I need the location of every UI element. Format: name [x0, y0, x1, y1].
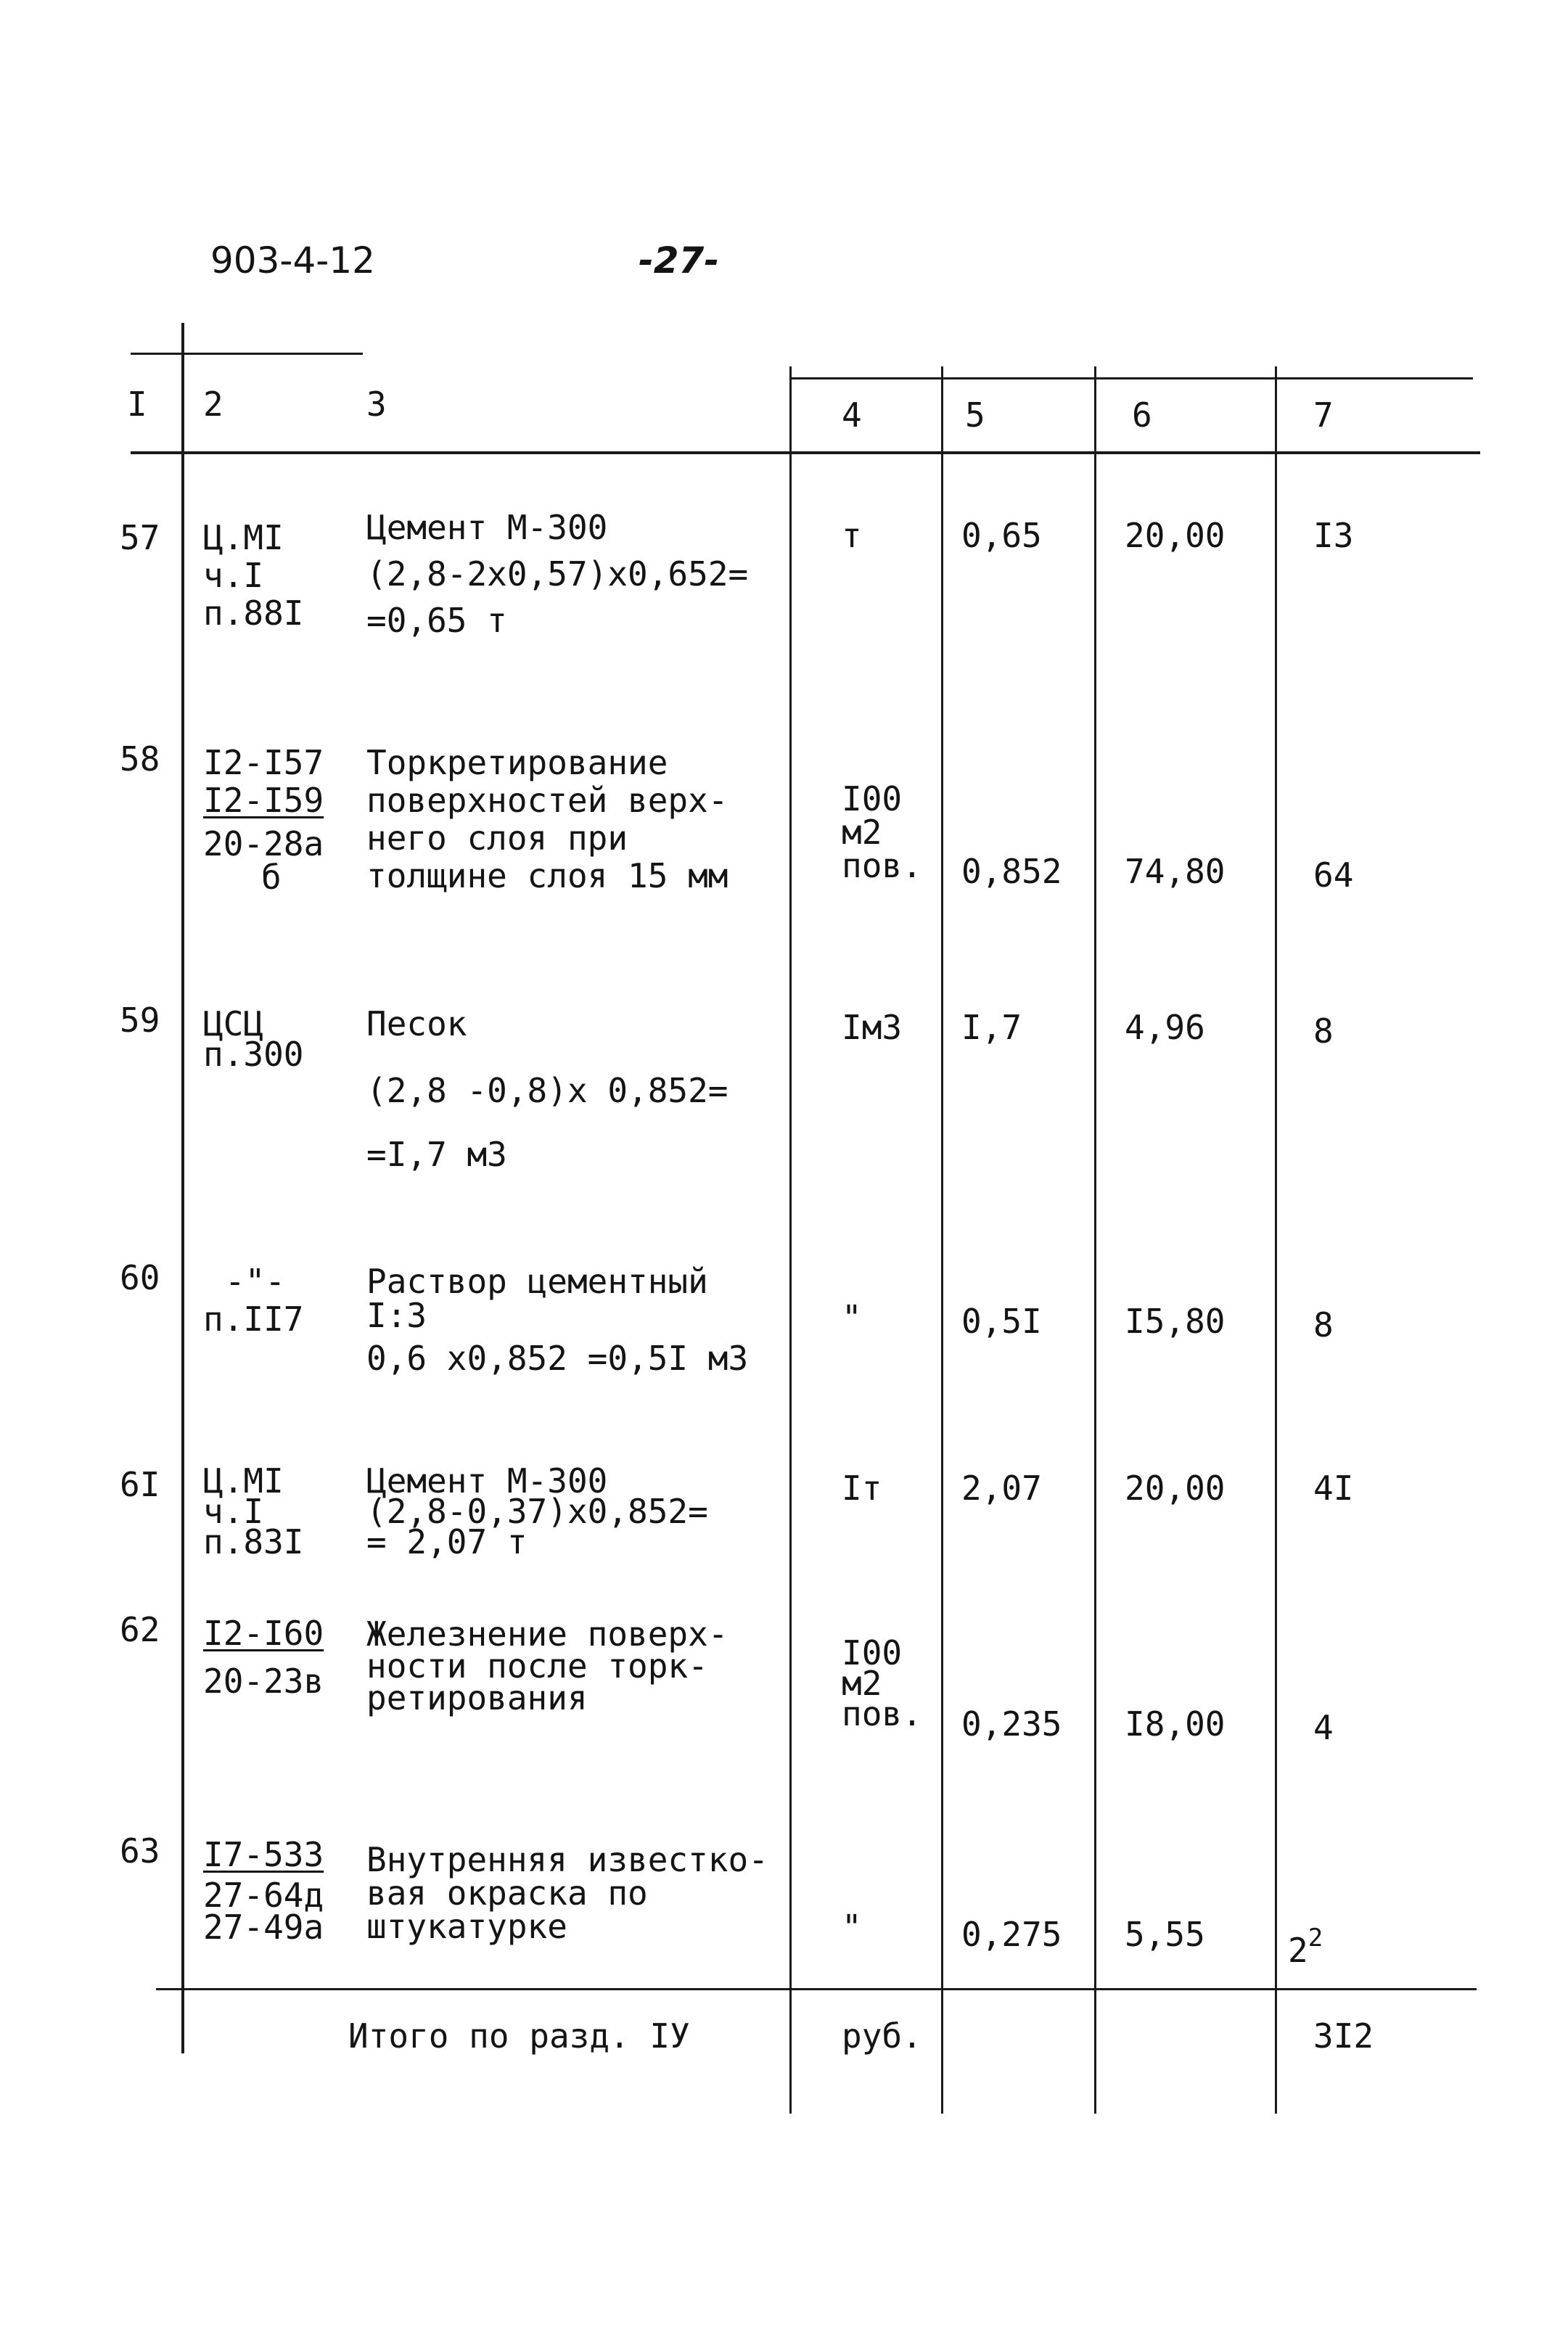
column-header-5: 5: [965, 395, 985, 435]
norm-code: I7-533 27-64д 27-49а: [203, 1835, 324, 1947]
row-number: 59: [120, 1001, 160, 1040]
total-cost: 8: [1313, 1011, 1334, 1051]
unit-price: 20,00: [1125, 1469, 1226, 1508]
quantity: 2,07: [961, 1469, 1042, 1508]
quantity: 0,852: [961, 852, 1062, 891]
top-rule-right: [791, 377, 1473, 379]
row-number: 58: [120, 739, 160, 779]
row-number: 60: [120, 1258, 160, 1297]
total-cost: 4I: [1313, 1469, 1354, 1508]
quantity: I,7: [961, 1008, 1022, 1047]
norm-code: ЦСЦ п.300: [203, 1004, 304, 1074]
norm-code: I2-I57 I2-I59 20-28а б: [203, 743, 324, 897]
top-rule-left: [131, 353, 363, 355]
item-description: Раствор цементный I:3 0,6 х0,852 =0,5I м3: [366, 1262, 749, 1378]
norm-code: -"- п.II7: [203, 1262, 304, 1339]
column-header-3: 3: [366, 385, 387, 424]
item-description: Песок (2,8 -0,8)х 0,852= =I,7 м3: [366, 1004, 728, 1174]
column-divider-1: [181, 323, 184, 2053]
section-total-unit: руб.: [842, 2016, 922, 2056]
unit-of-measure: ": [842, 1908, 862, 1947]
section-total-label: Итого по разд. IУ: [348, 2016, 690, 2056]
document-number: 903-4-12: [210, 239, 375, 282]
item-description: Торкретирование поверхностей верх- него слоя при толщине слоя 15 мм: [366, 743, 728, 895]
total-cost: 64: [1313, 855, 1354, 895]
total-cost: I3: [1313, 516, 1354, 555]
unit-price: 5,55: [1125, 1915, 1205, 1954]
unit-price: I8,00: [1125, 1704, 1226, 1744]
quantity: 0,275: [961, 1915, 1062, 1954]
norm-code: I2-I60 20-23в: [203, 1614, 324, 1701]
quantity: 0,5I: [961, 1302, 1042, 1341]
total-cost: $2^2$: [1288, 1924, 1323, 1970]
column-header-1: I: [127, 385, 147, 424]
column-divider-3: [789, 366, 792, 2114]
column-divider-5: [1094, 366, 1096, 2114]
total-cost-superscript: 2: [1308, 1924, 1323, 1953]
item-description: Внутренняя известко- вая окраска по штукатурке: [366, 1840, 768, 1946]
column-divider-4: [941, 366, 943, 2114]
norm-code: Ц.МI ч.I п.83I: [203, 1461, 304, 1561]
total-cost: 4: [1313, 1708, 1334, 1747]
row-number: 57: [120, 518, 160, 557]
unit-of-measure: Iт: [842, 1469, 882, 1508]
footer-top-rule: [156, 1988, 1477, 1990]
column-header-6: 6: [1132, 395, 1152, 435]
quantity: 0,235: [961, 1704, 1062, 1744]
column-header-2: 2: [203, 385, 223, 424]
item-description: Цемент М-300 (2,8-0,37)х0,852= = 2,07 т: [366, 1461, 708, 1561]
unit-price: 20,00: [1125, 516, 1226, 555]
item-description: Цемент М-300 (2,8-2х0,57)х0,652= =0,65 т: [366, 508, 749, 640]
row-number: 62: [120, 1610, 160, 1649]
unit-price: 74,80: [1125, 852, 1226, 891]
unit-of-measure: I00 м2 пов.: [842, 1633, 922, 1733]
page-number: -27-: [639, 239, 720, 282]
column-header-7: 7: [1313, 395, 1334, 435]
row-number: 63: [120, 1831, 160, 1871]
item-description: Железнение поверх- ности после торк- ретирования: [366, 1614, 728, 1717]
unit-price: 4,96: [1125, 1008, 1205, 1047]
unit-of-measure: I00 м2 пов.: [842, 779, 922, 885]
unit-price: I5,80: [1125, 1302, 1226, 1341]
column-divider-6: [1275, 366, 1277, 2114]
header-bottom-rule: [131, 451, 1480, 454]
unit-of-measure: ": [842, 1298, 862, 1337]
norm-code: Ц.МI ч.I п.88I: [203, 518, 304, 633]
quantity: 0,65: [961, 516, 1042, 555]
unit-of-measure: т: [842, 516, 862, 555]
section-total-value: 3I2: [1313, 2016, 1374, 2056]
total-cost: 8: [1313, 1305, 1334, 1345]
row-number: 6I: [120, 1465, 160, 1504]
unit-of-measure: Iм3: [842, 1008, 903, 1047]
column-header-4: 4: [842, 395, 862, 435]
